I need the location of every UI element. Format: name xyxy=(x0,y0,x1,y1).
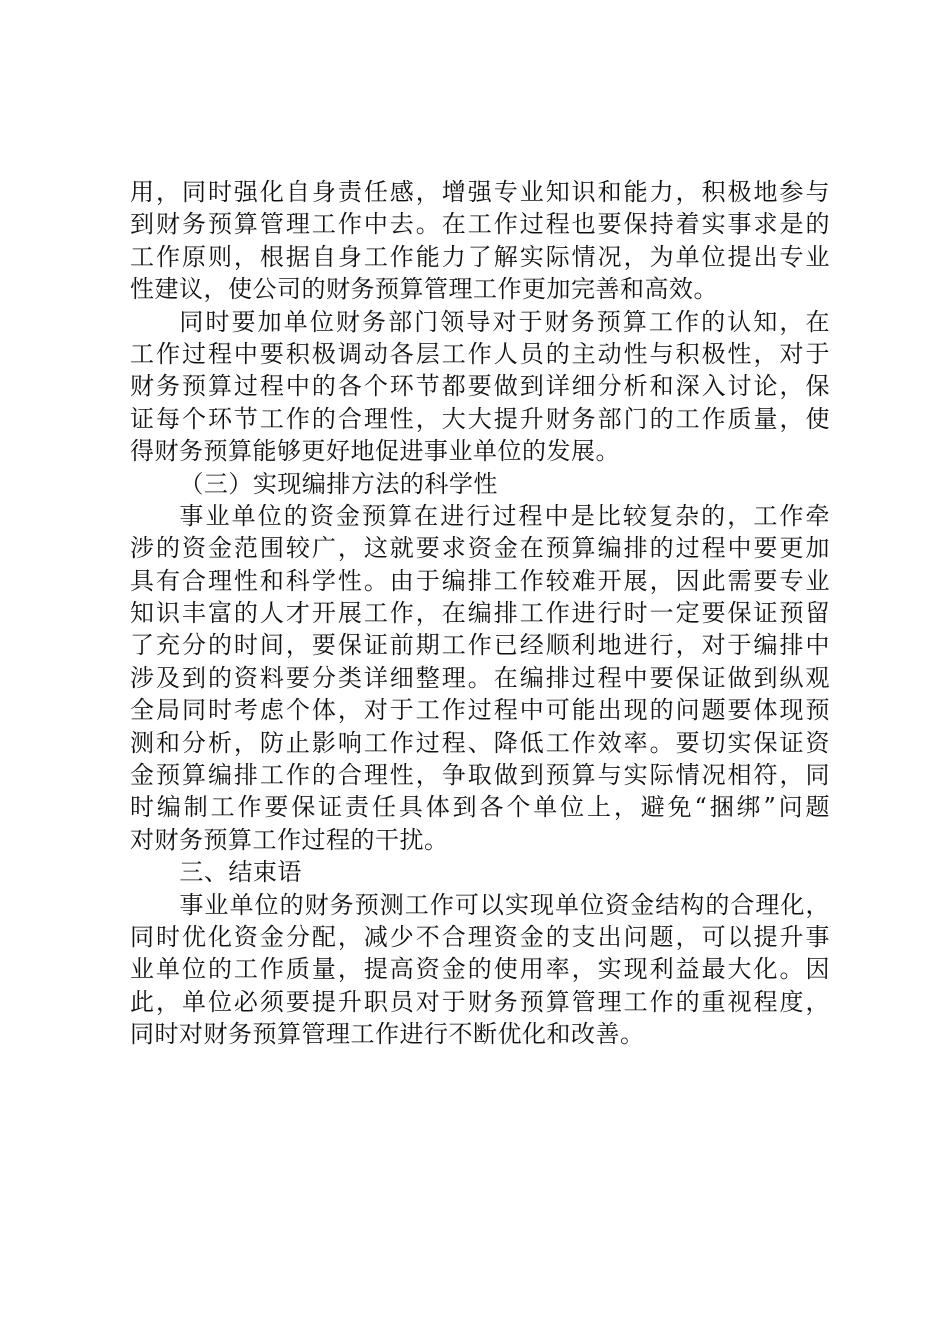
text-line: 此，单位必须要提升职员对于财务预算管理工作的重视程度， xyxy=(130,987,830,1016)
text-line: 工作过程中要积极调动各层工作人员的主动性与积极性，对于 xyxy=(130,339,830,368)
text-line: 了充分的时间，要保证前期工作已经顺利地进行，对于编排中 xyxy=(130,631,830,660)
text-line: 得财务预算能够更好地促进事业单位的发展。 xyxy=(130,437,620,466)
text-line: 知识丰富的人才开展工作，在编排工作进行时一定要保证预留 xyxy=(130,599,830,628)
text-line: 事业单位的财务预测工作可以实现单位资金结构的合理化， xyxy=(179,890,830,919)
text-line: 具有合理性和科学性。由于编排工作较难开展，因此需要专业 xyxy=(130,566,830,595)
text-line: 同时对财务预算管理工作进行不断优化和改善。 xyxy=(130,1020,645,1049)
text-line: 同时要加单位财务部门领导对于财务预算工作的认知，在 xyxy=(179,307,830,336)
text-line: 性建议，使公司的财务预算管理工作更加完善和高效。 xyxy=(130,275,718,304)
text-line: 对财务预算工作过程的干扰。 xyxy=(130,825,449,854)
text-line: 全局同时考虑个体，对于工作过程中可能出现的问题要体现预 xyxy=(130,696,830,725)
text-line: 时编制工作要保证责任具体到各个单位上，避免“捆绑”问题 xyxy=(130,793,830,822)
text-line: 测和分析，防止影响工作过程、降低工作效率。要切实保证资 xyxy=(130,728,830,757)
text-line: 到财务预算管理工作中去。在工作过程也要保持着实事求是的 xyxy=(130,210,830,239)
document-body xyxy=(130,176,830,1051)
text-line: 业单位的工作质量，提高资金的使用率，实现利益最大化。因 xyxy=(130,955,830,984)
text-line: 用，同时强化自身责任感，增强专业知识和能力，积极地参与 xyxy=(130,178,830,206)
text-line: 事业单位的资金预算在进行过程中是比较复杂的，工作牵 xyxy=(179,501,830,530)
text-line: 同时优化资金分配，减少不合理资金的支出问题，可以提升事 xyxy=(130,922,830,951)
section-heading: 三、结束语 xyxy=(179,858,302,887)
text-line: 财务预算过程中的各个环节都要做到详细分析和深入讨论，保 xyxy=(130,372,830,401)
text-line: 涉的资金范围较广，这就要求资金在预算编排的过程中要更加 xyxy=(130,534,830,563)
text-line: 金预算编排工作的合理性，争取做到预算与实际情况相符，同 xyxy=(130,761,830,790)
text-line: 证每个环节工作的合理性，大大提升财务部门的工作质量，使 xyxy=(130,404,830,433)
section-heading: （三）实现编排方法的科学性 xyxy=(179,469,498,498)
text-line: 工作原则，根据自身工作能力了解实际情况，为单位提出专业 xyxy=(130,242,830,271)
text-line: 涉及到的资料要分类详细整理。在编排过程中要保证做到纵观 xyxy=(130,663,830,692)
